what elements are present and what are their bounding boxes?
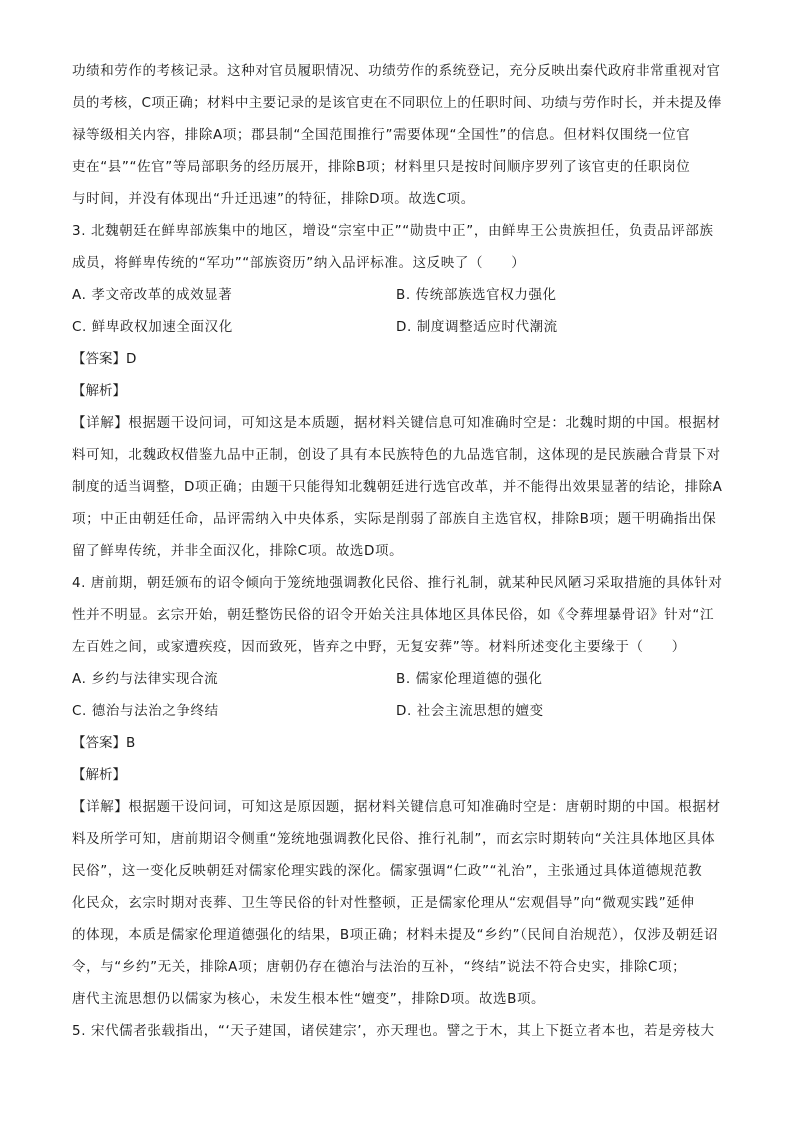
- q4-answer: 【答案】B: [72, 735, 136, 751]
- q3-option-c: C. 鲜卑政权加速全面汉化: [72, 319, 233, 335]
- question-4-stem: 性并不明显。玄宗开始，朝廷整饬民俗的诏令开始关注具体地区具体民俗，如《令葬埋暴骨诏》针对“江: [72, 607, 715, 623]
- q4-option-b: B. 儒家伦理道德的强化: [396, 671, 543, 687]
- q3-option-a: A. 孝文帝改革的成效显著: [72, 287, 233, 303]
- paragraph-line: 员的考核，C项正确；材料中主要记录的是该官吏在不同职位上的任职时间、功绩与劳作时长，并未提及俸: [72, 95, 722, 111]
- q4-analysis-line: 【详解】根据题干设问词，可知这是原因题，据材料关键信息可知准确时空是：唐朝时期的中国。根据材: [72, 799, 721, 815]
- question-3-stem: 3. 北魏朝廷在鲜卑部族集中的地区，增设“宗室中正”“勋贵中正”，由鲜卑王公贵族担任，负责品评部族: [72, 223, 714, 239]
- q4-analysis-line: 料及所学可知，唐前期诏令侧重“笼统地强调教化民俗、推行礼制”，而玄宗时期转向“关注具体地区具体: [72, 831, 716, 847]
- q3-analysis-line: 【详解】根据题干设问词，可知这是本质题，据材料关键信息可知准确时空是：北魏时期的中国。根据材: [72, 415, 721, 431]
- question-4-stem: 4. 唐前期，朝廷颁布的诏令倾向于笼统地强调教化民俗、推行礼制，就某种民风陋习采取措施的具体针对: [72, 575, 723, 591]
- paragraph-line: 禄等级相关内容，排除A项；郡县制“全国范围推行”需要体现“全国性”的信息。但材料仅围绕一位官: [72, 127, 691, 143]
- question-5-stem: 5. 宋代儒者张载指出，“‘天子建国，诸侯建宗’，亦天理也。譬之于木，其上下挺立者本也，若是旁枝大: [72, 1023, 715, 1039]
- q3-answer: 【答案】D: [72, 351, 137, 367]
- q4-analysis-line: 唐代主流思想仍以儒家为核心，未发生根本性“嬗变”，排除D项。故选B项。: [72, 991, 546, 1007]
- q4-option-c: C. 德治与法治之争终结: [72, 703, 219, 719]
- q3-analysis-line: 料可知，北魏政权借鉴九品中正制，创设了具有本民族特色的九品选官制，这体现的是民族融合背景下对: [72, 447, 721, 463]
- paragraph-line: 吏在“县”“佐官”等局部职务的经历展开，排除B项；材料里只是按时间顺序罗列了该官吏的任职岗位: [72, 159, 691, 175]
- q4-analysis-line: 化民众，玄宗时期对丧葬、卫生等民俗的针对性整顿，正是儒家伦理从“宏观倡导”向“微观实践”延伸: [72, 895, 695, 911]
- q4-analysis-line: 的体现，本质是儒家伦理道德强化的结果，B项正确；材料未提及“乡约”（民间自治规范），仅涉及朝廷诏: [72, 927, 719, 943]
- q4-option-a: A. 乡约与法律实现合流: [72, 671, 219, 687]
- q4-analysis-line: 令，与“乡约”无关，排除A项；唐朝仍存在德治与法治的互补，“终结”说法不符合史实，排除C项；: [72, 959, 687, 975]
- q4-analysis-line: 民俗”，这一变化反映朝廷对儒家伦理实践的深化。儒家强调“仁政”“礼治”，主张通过具体道德规范教: [72, 863, 703, 879]
- q3-analysis-title: 【解析】: [72, 383, 126, 399]
- question-4-stem: 左百姓之间，或家遭疾疫，因而致死，皆弃之中野，无复安葬”等。材料所述变化主要缘于（ ）: [72, 639, 686, 655]
- q3-analysis-line: 制度的适当调整，D项正确；由题干只能得知北魏朝廷进行选官改革，并不能得出效果显著的结论，排除A: [72, 479, 723, 495]
- q4-option-d: D. 社会主流思想的嬗变: [396, 703, 544, 719]
- q3-analysis-line: 项；中正由朝廷任命，品评需纳入中央体系，实际是削弱了部族自主选官权，排除B项；题干明确指出保: [72, 511, 717, 527]
- question-3-stem: 成员，将鲜卑传统的“军功”“部族资历”纳入品评标准。这反映了（ ）: [72, 255, 526, 271]
- q3-option-b: B. 传统部族选官权力强化: [396, 287, 557, 303]
- paragraph-line: 与时间，并没有体现出“升迁迅速”的特征，排除D项。故选C项。: [72, 191, 475, 207]
- paragraph-line: 功绩和劳作的考核记录。这种对官员履职情况、功绩劳作的系统登记，充分反映出秦代政府非常重视对官: [72, 63, 721, 79]
- q4-analysis-title: 【解析】: [72, 767, 126, 783]
- q3-analysis-line: 留了鲜卑传统，并非全面汉化，排除C项。故选D项。: [72, 543, 404, 559]
- q3-option-d: D. 制度调整适应时代潮流: [396, 319, 558, 335]
